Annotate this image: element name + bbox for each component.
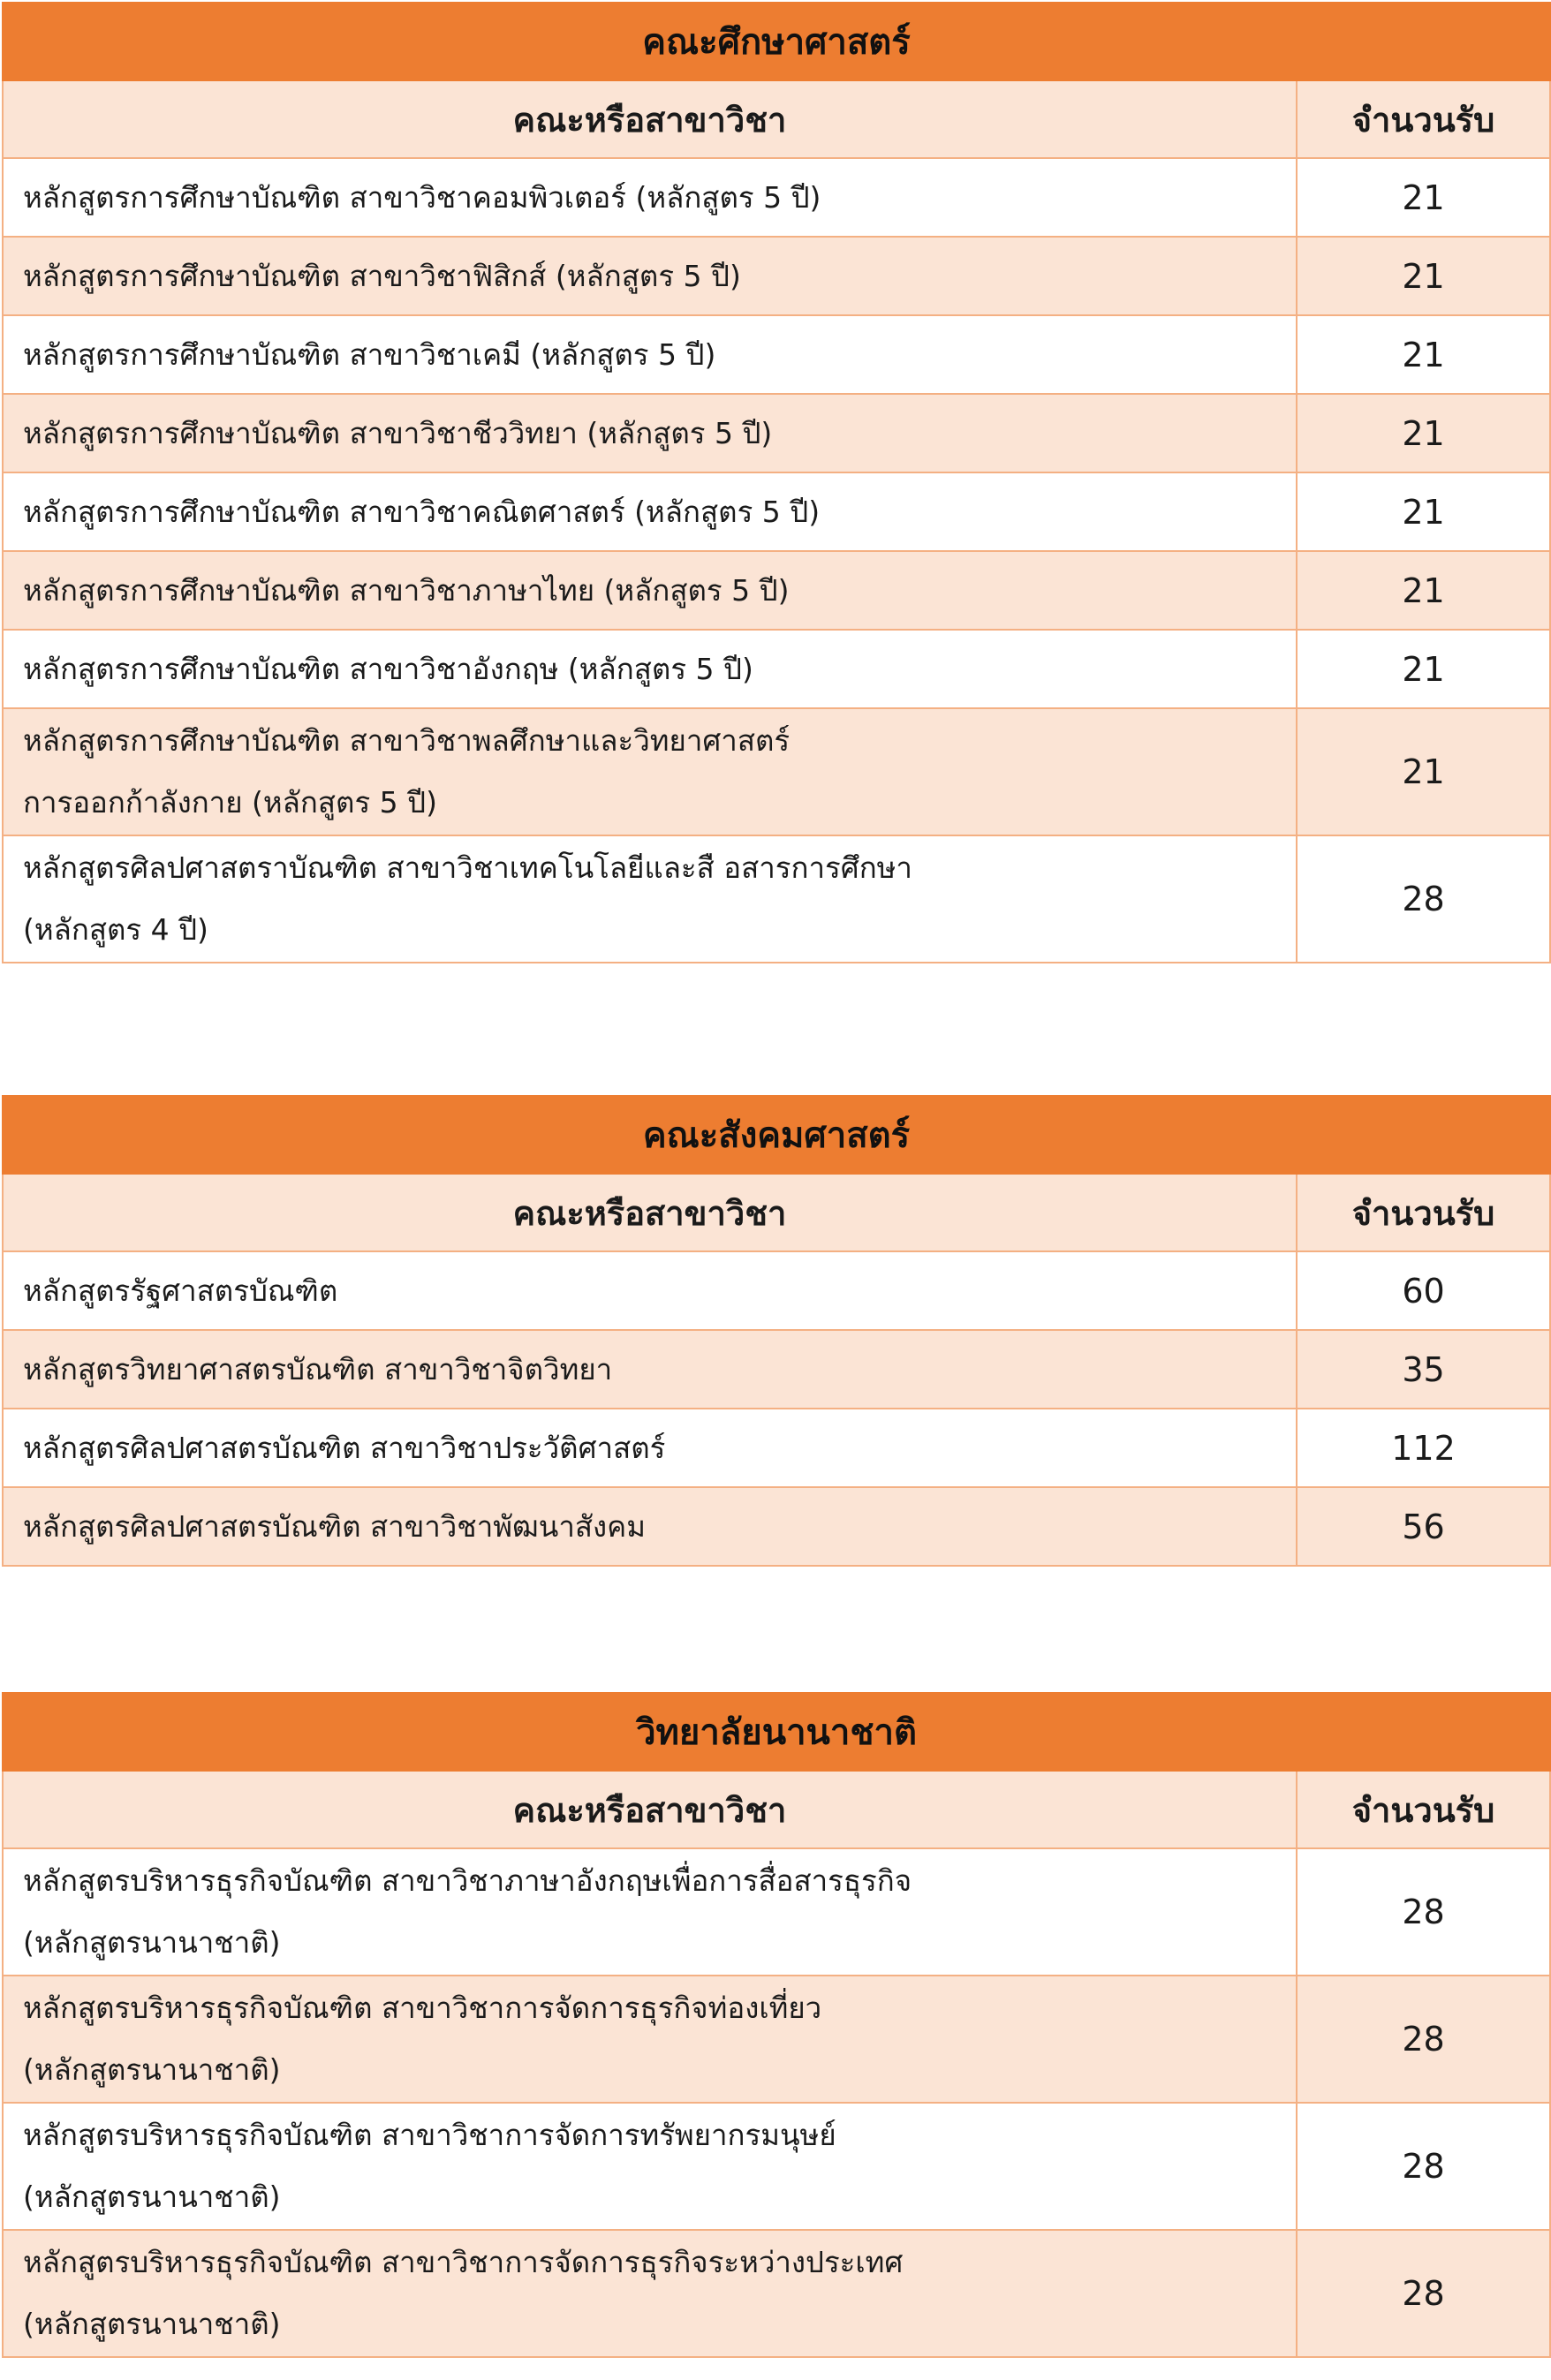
program-name: หลักสูตรวิทยาศาสตรบัณฑิต สาขาวิชาจิตวิทยา	[3, 1330, 1297, 1409]
table-row	[3, 835, 1550, 963]
table-row	[3, 1251, 1550, 1330]
program-name-continued: การออกก้าลังกาย (หลักสูตร 5 ปี)	[23, 785, 437, 820]
table-header-row	[3, 80, 1550, 158]
admission-count: 21	[1297, 472, 1550, 551]
program-name-cell	[3, 2230, 1297, 2357]
program-name: หลักสูตรรัฐศาสตรบัณฑิต	[3, 1251, 1297, 1330]
program-name: หลักสูตรบริหารธุรกิจบัณฑิต สาขาวิชาการจัดการทรัพยากรมนุษย์	[23, 2118, 836, 2152]
program-name: หลักสูตรการศึกษาบัณฑิต สาขาวิชาเคมี (หลักสูตร 5 ปี)	[3, 315, 1297, 394]
table-row	[3, 472, 1550, 551]
program-name: หลักสูตรการศึกษาบัณฑิต สาขาวิชาคอมพิวเตอร์ (หลักสูตร 5 ปี)	[3, 158, 1297, 237]
admission-count: 21	[1297, 708, 1550, 835]
table-title: วิทยาลัยนานาชาติ	[3, 1693, 1550, 1771]
admission-count: 28	[1297, 1848, 1550, 1976]
faculty-table-social-sciences	[2, 1095, 1551, 1567]
table-row	[3, 708, 1550, 835]
program-name: หลักสูตรบริหารธุรกิจบัณฑิต สาขาวิชาการจัดการธุรกิจระหว่างประเทศ	[23, 2245, 904, 2279]
table-title: คณะศึกษาศาสตร์	[3, 3, 1550, 80]
table-row	[3, 158, 1550, 237]
table-row	[3, 237, 1550, 315]
faculty-table-education	[2, 2, 1551, 963]
table-title-row	[3, 3, 1550, 80]
admission-count: 112	[1297, 1409, 1550, 1487]
admission-count: 28	[1297, 835, 1550, 963]
program-name-cell	[3, 835, 1297, 963]
program-name: หลักสูตรศิลปศาสตราบัณฑิต สาขาวิชาเทคโนโลยีและสื อสารการศึกษา	[23, 850, 912, 885]
program-name-continued: (หลักสูตร 4 ปี)	[23, 912, 208, 947]
program-name: หลักสูตรการศึกษาบัณฑิต สาขาวิชาภาษาไทย (หลักสูตร 5 ปี)	[3, 551, 1297, 630]
table-row	[3, 1330, 1550, 1409]
program-name-continued: (หลักสูตรนานาชาติ)	[23, 2180, 281, 2214]
table-header-row	[3, 1174, 1550, 1251]
table-row	[3, 551, 1550, 630]
table-row	[3, 1409, 1550, 1487]
column-header-count: จำนวนรับ	[1297, 1771, 1550, 1848]
program-name: หลักสูตรการศึกษาบัณฑิต สาขาวิชาชีววิทยา (หลักสูตร 5 ปี)	[3, 394, 1297, 472]
table-row	[3, 630, 1550, 708]
admission-count: 35	[1297, 1330, 1550, 1409]
faculty-table-international-college	[2, 1692, 1551, 2358]
admission-count: 28	[1297, 1976, 1550, 2103]
table-row	[3, 1487, 1550, 1566]
admission-count: 21	[1297, 315, 1550, 394]
program-name: หลักสูตรศิลปศาสตรบัณฑิต สาขาวิชาประวัติศาสตร์	[3, 1409, 1297, 1487]
column-header-count: จำนวนรับ	[1297, 80, 1550, 158]
admission-count: 21	[1297, 394, 1550, 472]
program-name: หลักสูตรการศึกษาบัณฑิต สาขาวิชาอังกฤษ (หลักสูตร 5 ปี)	[3, 630, 1297, 708]
program-name-cell	[3, 1976, 1297, 2103]
table-header-row	[3, 1771, 1550, 1848]
admission-count: 21	[1297, 630, 1550, 708]
table-title-row	[3, 1096, 1550, 1174]
program-name: หลักสูตรการศึกษาบัณฑิต สาขาวิชาคณิตศาสตร์ (หลักสูตร 5 ปี)	[3, 472, 1297, 551]
program-name-cell	[3, 1848, 1297, 1976]
admission-count: 60	[1297, 1251, 1550, 1330]
admission-count: 21	[1297, 158, 1550, 237]
program-name: หลักสูตรศิลปศาสตรบัณฑิต สาขาวิชาพัฒนาสังคม	[3, 1487, 1297, 1566]
table-row	[3, 2103, 1550, 2230]
program-name: หลักสูตรบริหารธุรกิจบัณฑิต สาขาวิชาภาษาอังกฤษเพื่อการสื่อสารธุรกิจ	[23, 1863, 912, 1898]
admission-count: 28	[1297, 2103, 1550, 2230]
program-name: หลักสูตรการศึกษาบัณฑิต สาขาวิชาพลศึกษาและวิทยาศาสตร์	[23, 723, 791, 758]
program-name-continued: (หลักสูตรนานาชาติ)	[23, 2052, 281, 2087]
table-row	[3, 2230, 1550, 2357]
column-header-count: จำนวนรับ	[1297, 1174, 1550, 1251]
table-row	[3, 1976, 1550, 2103]
column-header-name: คณะหรือสาขาวิชา	[3, 80, 1297, 158]
admission-count: 28	[1297, 2230, 1550, 2357]
table-row	[3, 394, 1550, 472]
program-name: หลักสูตรบริหารธุรกิจบัณฑิต สาขาวิชาการจัดการธุรกิจท่องเที่ยว	[23, 1991, 822, 2025]
admission-count: 21	[1297, 237, 1550, 315]
column-header-name: คณะหรือสาขาวิชา	[3, 1174, 1297, 1251]
program-name-continued: (หลักสูตรนานาชาติ)	[23, 1925, 281, 1960]
table-row	[3, 1848, 1550, 1976]
program-name-cell	[3, 2103, 1297, 2230]
table-row	[3, 315, 1550, 394]
column-header-name: คณะหรือสาขาวิชา	[3, 1771, 1297, 1848]
admission-count: 21	[1297, 551, 1550, 630]
program-name: หลักสูตรการศึกษาบัณฑิต สาขาวิชาฟิสิกส์ (หลักสูตร 5 ปี)	[3, 237, 1297, 315]
table-title: คณะสังคมศาสตร์	[3, 1096, 1550, 1174]
program-name-cell	[3, 708, 1297, 835]
table-title-row	[3, 1693, 1550, 1771]
admission-count: 56	[1297, 1487, 1550, 1566]
program-name-continued: (หลักสูตรนานาชาติ)	[23, 2307, 281, 2341]
